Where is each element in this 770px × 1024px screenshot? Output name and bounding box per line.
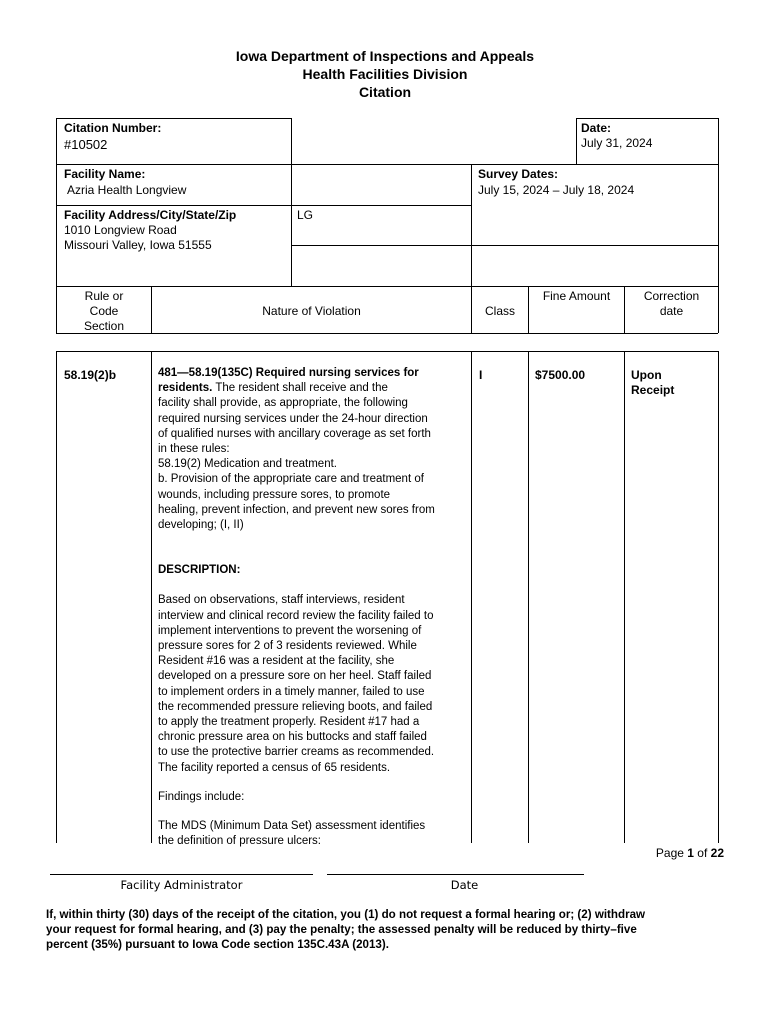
rule-header-line3: Section xyxy=(83,319,125,333)
facility-name-value: Azria Health Longview xyxy=(67,183,187,197)
description-line: Resident #16 was a resident at the facility, she xyxy=(158,655,395,668)
facility-address-line1: 1010 Longview Road xyxy=(64,223,177,237)
description-line: to use the protective barrier creams as recommended. xyxy=(158,746,435,759)
rule-code: 58.19(2)b xyxy=(64,368,117,382)
rule-body-line: wounds, including pressure sores, to promote xyxy=(158,488,391,501)
rule-body-line: facility shall provide, as appropriate, the following xyxy=(158,397,408,410)
column-header-fine: Fine Amount xyxy=(542,289,611,303)
description-line: the recommended pressure relieving boots, and failed xyxy=(158,700,433,713)
description-line: Based on observations, staff interviews, resident xyxy=(158,594,405,607)
date-signature-label: Date xyxy=(450,878,479,892)
violation-nature xyxy=(158,366,468,849)
column-header-rule xyxy=(57,289,151,334)
description-line: to implement orders in a timely manner, failed to use xyxy=(158,685,425,698)
rule-body-line: of qualified nurses with ancillary coverage as set forth xyxy=(158,427,431,440)
violation-class: I xyxy=(479,368,483,382)
correction-header-line2: date xyxy=(659,304,684,318)
findings-label: Findings include: xyxy=(158,790,245,803)
date-signature-line[interactable] xyxy=(327,874,584,875)
page-number xyxy=(600,846,724,860)
notice-line: percent (35%) pursuant to Iowa Code section 135C.43A (2013). xyxy=(46,938,389,951)
facility-address-line2: Missouri Valley, Iowa 51555 xyxy=(64,238,212,252)
rule-body-line: required nursing services under the 24-hour direction xyxy=(158,412,428,425)
initials: LG xyxy=(297,208,314,222)
rule-title-line2 xyxy=(158,381,468,396)
description-body xyxy=(158,593,468,775)
facility-name-label: Facility Name: xyxy=(64,167,146,181)
page-prefix: Page xyxy=(655,846,688,860)
correction-date-line1: Upon xyxy=(631,368,662,382)
fine-amount: $7500.00 xyxy=(535,368,586,382)
column-header-class: Class xyxy=(484,304,515,318)
description-line: developed on a pressure sore on her heel. Staff failed xyxy=(158,670,432,683)
notice-line: your request for formal hearing, and (3) pay the penalty; the assessed penalty will be reduced by thirty–five xyxy=(46,923,637,936)
rule-title-bold: residents. xyxy=(158,382,213,395)
header-title: Iowa Department of Inspections and Appeals xyxy=(235,48,535,64)
page-current: 1 xyxy=(687,846,694,860)
header-citation: Citation xyxy=(358,84,412,100)
description-line: implement interventions to prevent the worsening of xyxy=(158,624,422,637)
description-heading: DESCRIPTION: xyxy=(158,564,241,577)
description-line: to apply the treatment properly. Resident #17 had a xyxy=(158,716,420,729)
facility-address-label: Facility Address/City/State/Zip xyxy=(64,208,237,222)
mds-text xyxy=(158,819,468,849)
correction-header-line1: Correction xyxy=(643,289,700,303)
header-division: Health Facilities Division xyxy=(302,66,468,82)
citation-number-label: Citation Number: xyxy=(64,121,162,135)
rule-body-line: b. Provision of the appropriate care and treatment of xyxy=(158,473,424,486)
column-header-correction xyxy=(625,289,718,319)
description-line: interview and clinical record review the facility failed to xyxy=(158,609,434,622)
page-total: 22 xyxy=(710,846,724,860)
description-line: chronic pressure area on his buttocks and staff failed xyxy=(158,731,427,744)
survey-dates-label: Survey Dates: xyxy=(478,167,559,181)
column-header-nature: Nature of Violation xyxy=(262,304,361,318)
rule-title-rest: The resident shall receive and the xyxy=(212,382,388,395)
rule-body-line: 58.19(2) Medication and treatment. xyxy=(158,458,337,471)
rule-title-line1: 481—58.19(135C) Required nursing services for xyxy=(158,367,419,379)
penalty-notice xyxy=(46,907,746,952)
rule-header-line2: Code xyxy=(89,304,119,318)
rule-body-line: developing; (I, II) xyxy=(158,519,244,532)
rule-body-line: in these rules: xyxy=(158,443,230,456)
notice-line: If, within thirty (30) days of the receipt of the citation, you (1) do not request a formal hearing or; (2) withdraw xyxy=(46,908,646,921)
date-label: Date: xyxy=(581,121,612,135)
facility-administrator-label: Facility Administrator xyxy=(120,878,243,892)
survey-dates-value: July 15, 2024 – July 18, 2024 xyxy=(478,183,635,197)
page-of: of xyxy=(693,846,711,860)
citation-number-value: #10502 xyxy=(64,137,108,152)
date-value: July 31, 2024 xyxy=(581,136,653,150)
correction-date xyxy=(631,368,674,398)
correction-date-line2: Receipt xyxy=(631,383,675,397)
mds-line: the definition of pressure ulcers: xyxy=(158,835,322,848)
rule-header-line1: Rule or xyxy=(84,289,124,303)
description-line: pressure sores for 2 of 3 residents reviewed. While xyxy=(158,640,417,653)
description-line: The facility reported a census of 65 residents. xyxy=(158,761,391,774)
administrator-signature-line[interactable] xyxy=(50,874,313,875)
rule-body-line: healing, prevent infection, and prevent new sores from xyxy=(158,503,435,516)
mds-line: The MDS (Minimum Data Set) assessment identifies xyxy=(158,820,426,833)
